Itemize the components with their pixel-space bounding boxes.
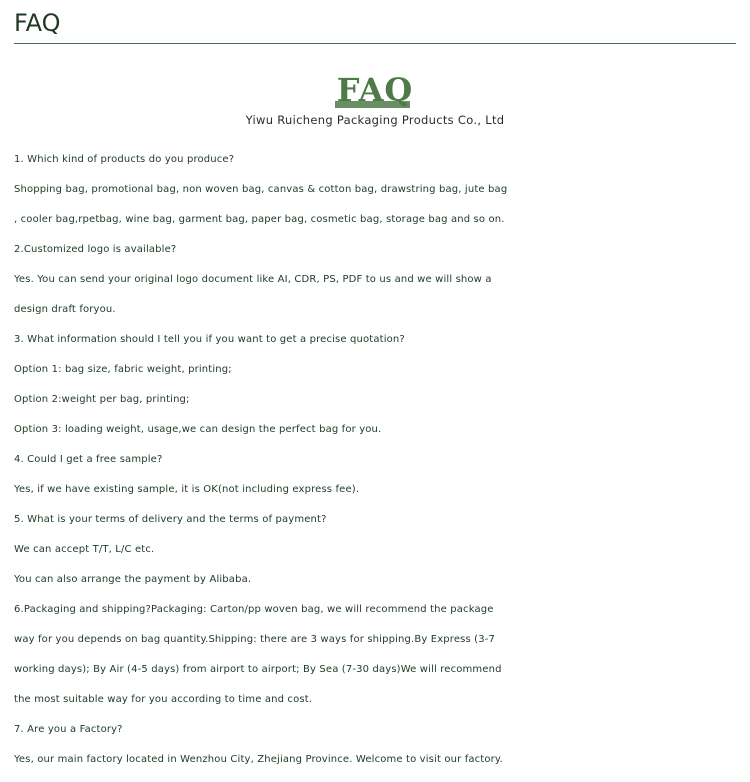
- faq-line: 6.Packaging and shipping?Packaging: Carton/pp woven bag, we will recommend the package: [14, 604, 494, 615]
- section-title: FAQ: [14, 9, 61, 37]
- faq-line: Option 3: loading weight, usage,we can design the perfect bag for you.: [14, 424, 382, 435]
- faq-line: Option 1: bag size, fabric weight, printing;: [14, 364, 232, 375]
- faq-line: 3. What information should I tell you if you want to get a precise quotation?: [14, 334, 405, 345]
- faq-body: [14, 145, 742, 775]
- faq-line: You can also arrange the payment by Alibaba.: [14, 574, 252, 585]
- company-name: Yiwu Ruicheng Packaging Products Co., Ltd: [245, 113, 505, 127]
- faq-line: way for you depends on bag quantity.Shipping: there are 3 ways for shipping.By Express (3-7: [14, 634, 496, 645]
- faq-line: Option 2:weight per bag, printing;: [14, 394, 190, 405]
- section-header: [14, 6, 736, 44]
- faq-line: We can accept T/T, L/C etc.: [14, 544, 155, 555]
- faq-line: working days); By Air (4-5 days) from airport to airport; By Sea (7-30 days)We will recommend: [14, 664, 502, 675]
- faq-line: 7. Are you a Factory?: [14, 724, 123, 735]
- faq-line: Shopping bag, promotional bag, non woven bag, canvas & cotton bag, drawstring bag, jute bag: [14, 184, 508, 195]
- faq-line: , cooler bag,rpetbag, wine bag, garment bag, paper bag, cosmetic bag, storage bag and so on.: [14, 214, 505, 225]
- faq-line: Yes. You can send your original logo document like AI, CDR, PS, PDF to us and we will show a: [14, 274, 492, 285]
- faq-line: Yes, if we have existing sample, it is OK(not including express fee).: [14, 484, 360, 495]
- faq-line: 4. Could I get a free sample?: [14, 454, 163, 465]
- faq-line: 1. Which kind of products do you produce?: [14, 154, 235, 165]
- faq-line: design draft foryou.: [14, 304, 116, 315]
- logo-title: FAQ: [336, 71, 414, 109]
- faq-line: the most suitable way for you according to time and cost.: [14, 694, 313, 705]
- faq-line: 5. What is your terms of delivery and the terms of payment?: [14, 514, 327, 525]
- faq-line: Yes, our main factory located in Wenzhou City, Zhejiang Province. Welcome to visit our factory.: [14, 754, 503, 765]
- faq-line: 2.Customized logo is available?: [14, 244, 177, 255]
- company-logo: [0, 72, 750, 132]
